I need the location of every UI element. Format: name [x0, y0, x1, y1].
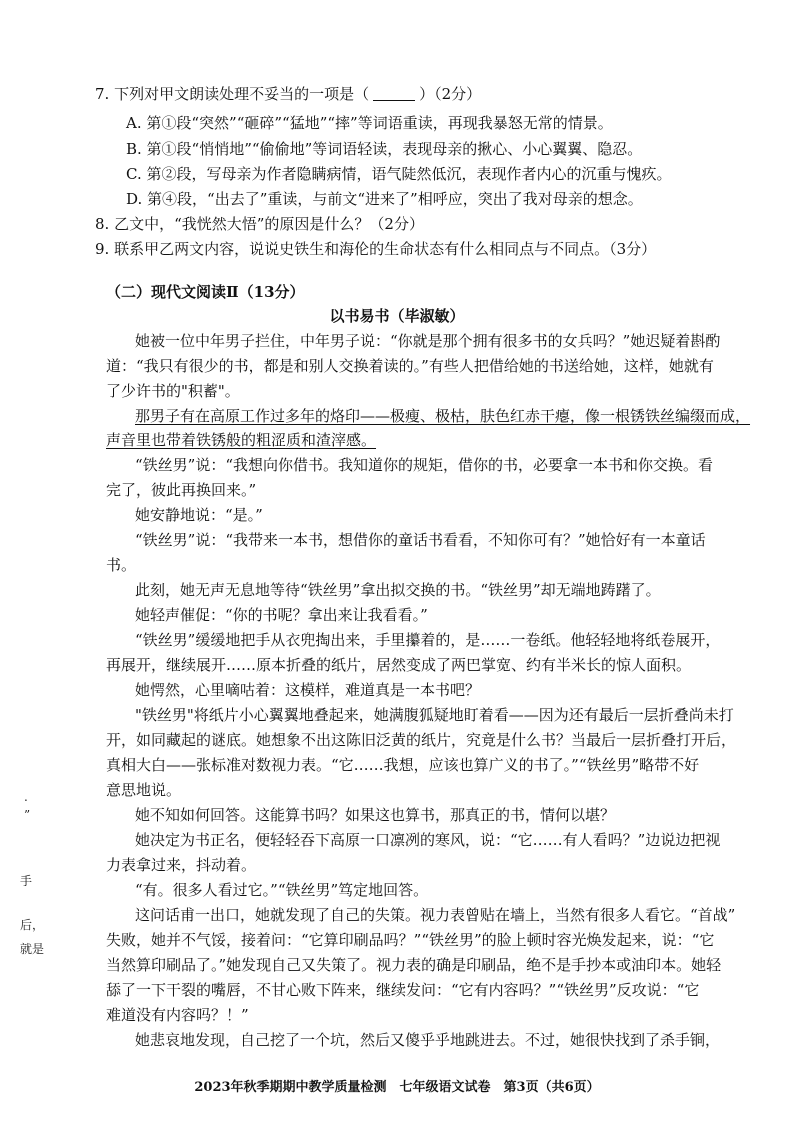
- passage-line: "铁丝男"将纸片小心翼翼地叠起来，她满腹狐疑地盯着看——因为还有最后一层折叠尚未打: [135, 706, 734, 724]
- passage-line: 此刻，她无声无息地等待“铁丝男”拿出拟交换的书。“铁丝男”却无端地踌躇了。: [135, 581, 661, 599]
- passage-line: 她被一位中年男子拦住，中年男子说：“你就是那个拥有很多书的女兵吗？”她迟疑着斟酌: [135, 332, 721, 350]
- underlined-sentence: 那男子有在高原工作过多年的烙印——极瘦、极枯，肤色红赤干瘪，像一根锈铁丝编缀而成，: [135, 407, 751, 425]
- passage-line: 这问话甫一出口，她就发现了自己的失策。视力表曾贴在墙上，当然有很多人看它。“首战”: [135, 906, 736, 924]
- margin-fragment: 手: [20, 874, 33, 888]
- passage-line: 真相大白——张标准对数视力表。“它……我想，应该也算广义的书了。”“铁丝男”略带不好: [106, 756, 700, 774]
- page-footer: 2023年秋季期期中教学质量检测 七年级语文试卷 第3页（共6页）: [194, 1080, 600, 1095]
- passage-line: 她愕然，心里嘀咕着：这模样，难道真是一本书吧？: [135, 681, 481, 699]
- passage-line: 舔了一下干裂的嘴唇，不甘心败下阵来，继续发问：“它有内容吗？”“铁丝男”反攻说：“它: [106, 981, 700, 999]
- margin-fragment: 就是: [20, 942, 45, 956]
- passage-line: 难道没有内容吗？！”: [106, 1006, 249, 1024]
- passage-line: 开，如同藏起的谜底。她想象不出这陈旧泛黄的纸片，究竟是什么书？当最后一层折叠打开后，: [106, 731, 737, 749]
- passage-line: 她轻声催促：“你的书呢？拿出来让我看看。”: [135, 606, 428, 624]
- passage-line: “铁丝男”说：“我带来一本书，想借你的童话书看看，不知你可有？”她恰好有一本童话: [135, 531, 706, 549]
- option-a: A. 第①段“突然”“砸碎”“猛地”“摔”等词语重读，再现我暴怒无常的情景。: [126, 114, 613, 132]
- question-7: 7. 下列对甲文朗读处理不妥当的一项是（ ）（2分）: [95, 85, 482, 103]
- question-9: 9. 联系甲乙两文内容，说说史铁生和海伦的生命状态有什么相同点与不同点。（3分）: [95, 240, 657, 258]
- answer-blank[interactable]: [373, 100, 415, 101]
- question-8: 8. 乙文中，“我恍然大悟”的原因是什么？（2分）: [95, 215, 424, 233]
- passage-line: 再展开，继续展开……原本折叠的纸片，居然变成了两巴掌宽、约有半米长的惊人面积。: [106, 656, 692, 674]
- passage-line: “铁丝男”缓缓地把手从衣兜掏出来，手里攥着的，是……一卷纸。他轻轻地将纸卷展开，: [135, 631, 721, 649]
- passage-line: 她不知如何回答。这能算书吗？如果这也算书，那真正的书，情何以堪？: [135, 806, 616, 824]
- passage-line: 当然算印刷品了。”她发现自己又失策了。视力表的确是印刷品，绝不是手抄本或油印本。她轻: [106, 956, 722, 974]
- passage-line: 她决定为书正名，便轻轻吞下高原一口凛冽的寒风，说：“它……有人看吗？”边说边把视: [135, 831, 721, 849]
- passage-line: 意思地说。: [106, 781, 182, 799]
- passage-line: 失败，她并不气馁，接着问：“它算印刷品吗？”“铁丝男”的脸上顿时容光焕发起来，说：“它: [106, 931, 715, 949]
- passage-line: 力表拿过来，抖动着。: [106, 856, 257, 874]
- margin-fragment: ”: [24, 808, 31, 822]
- passage-line: 了少许书的"积蓄"。: [106, 382, 240, 400]
- passage-title: 以书易书（毕淑敏）: [329, 307, 465, 325]
- passage-line: 完了，彼此再换回来。”: [106, 481, 257, 499]
- underlined-sentence: 声音里也带着铁锈般的粗涩质和渣滓感。: [106, 431, 377, 449]
- passage-line: 她安静地说：“是。”: [135, 506, 263, 524]
- passage-line: “有。很多人看过它。”“铁丝男”笃定地回答。: [135, 881, 429, 899]
- option-d: D. 第④段，“出去了”重读，与前文“进来了”相呼应，突出了我对母亲的想念。: [126, 190, 643, 208]
- passage-line: 道：“我只有很少的书，都是和别人交换着读的。”有些人把借给她的书送给她，这样，她就有: [106, 357, 714, 375]
- margin-fragment: 后，: [20, 918, 45, 932]
- passage-line: 她悲哀地发现，自己挖了一个坑，然后又傻乎乎地跳进去。不过，她很快找到了杀手锏，: [135, 1031, 721, 1049]
- option-c: C. 第②段，写母亲为作者隐瞒病情，语气陡然低沉，表现作者内心的沉重与愧疚。: [126, 165, 672, 183]
- section-heading: （二）现代文阅读Ⅱ（13分）: [106, 283, 305, 301]
- passage-line: 书。: [106, 556, 137, 574]
- margin-fragment: .: [24, 790, 28, 804]
- passage-line: “铁丝男”说：“我想向你借书。我知道你的规矩，借你的书，必要拿一本书和你交换。看: [135, 456, 714, 474]
- option-b: B. 第①段“悄悄地”“偷偷地”等词语轻读，表现母亲的揪心、小心翼翼、隐忍。: [126, 140, 643, 158]
